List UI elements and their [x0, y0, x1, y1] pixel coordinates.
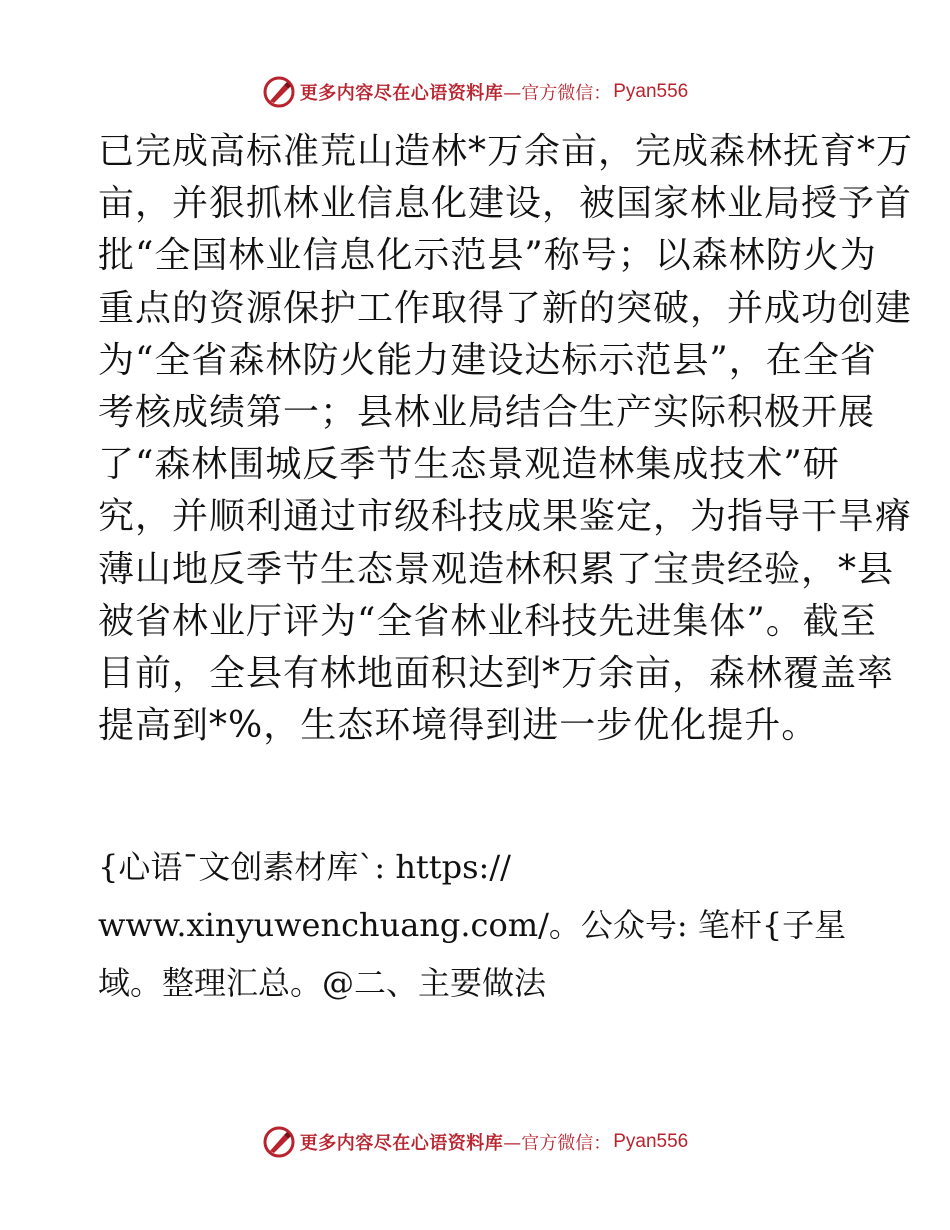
note-line: {心语¯文创素材库`: https:// [98, 848, 511, 886]
pen-logo-icon [262, 1125, 296, 1159]
paragraph-line: 被省林业厅评为“全省林业科技先进集体”。截至 [98, 600, 877, 642]
main-paragraph [98, 126, 914, 752]
paragraph-line: 亩，并狠抓林业信息化建设，被国家林业局授予首 [98, 183, 913, 225]
note-line: www.xinyuwenchuang.com/。公众号: 笔杆{子星 [98, 906, 847, 944]
footer-watermark-banner [0, 1122, 950, 1162]
paragraph-line: 重点的资源保护工作取得了新的突破，并成功创建 [98, 287, 913, 329]
footer-promo-text: 更多内容尽在心语资料库 [299, 1133, 504, 1154]
footer-official-label: —官方微信： [503, 1133, 612, 1154]
paragraph-line: 考核成绩第一；县林业局结合生产实际积极开展 [98, 392, 876, 434]
note-line: 域。整理汇总。@二、主要做法 [98, 964, 547, 1002]
paragraph-line: 目前，全县有林地面积达到*万余亩，森林覆盖率 [98, 653, 895, 695]
pen-logo-icon [262, 75, 296, 109]
paragraph-line: 提高到*%，生态环境得到进一步优化提升。 [98, 705, 819, 747]
header-official-label: —官方微信： [503, 83, 612, 104]
paragraph-line: 已完成高标准荒山造林*万余亩，完成森林抚育*万 [98, 131, 914, 172]
header-promo-text: 更多内容尽在心语资料库 [299, 83, 504, 104]
paragraph-line: 批“全国林业信息化示范县”称号；以森林防火为 [98, 235, 877, 277]
footer-wechat-handle: Pyan556 [613, 1131, 689, 1152]
paragraph-line: 薄山地反季节生态景观造林积累了宝贵经验，*县 [98, 548, 895, 590]
paragraph-line: 为“全省森林防火能力建设达标示范县”，在全省 [98, 339, 877, 381]
paragraph-line: 究，并顺利通过市级科技成果鉴定，为指导干旱瘠 [98, 496, 913, 538]
header-watermark-banner [0, 72, 950, 112]
paragraph-line: 了“森林围城反季节生态景观造林集成技术”研 [98, 444, 840, 486]
header-wechat-handle: Pyan556 [613, 81, 689, 102]
source-note [98, 838, 858, 1012]
